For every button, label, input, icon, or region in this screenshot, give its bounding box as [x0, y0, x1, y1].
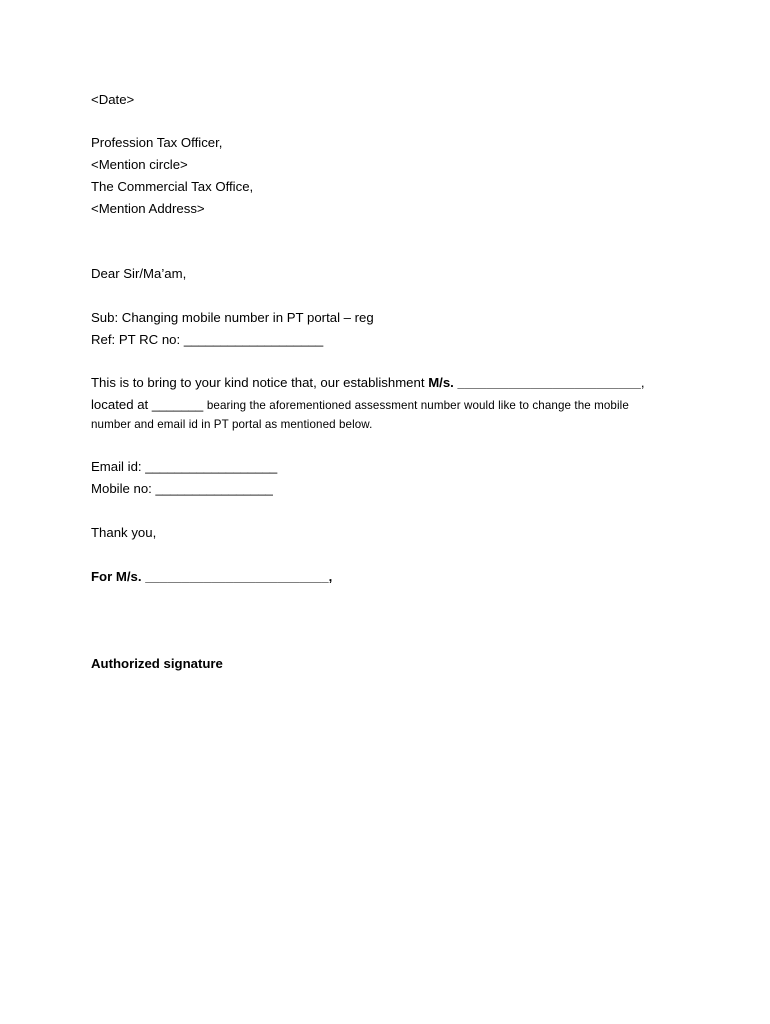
body-location: located at _______ [91, 397, 207, 412]
salutation: Dear Sir/Ma’am, [91, 266, 187, 281]
body-comma: , [640, 375, 645, 390]
closing: Thank you, [91, 525, 157, 540]
subject-line: Sub: Changing mobile number in PT portal – reg [91, 310, 374, 325]
authorized-signature: Authorized signature [91, 656, 223, 671]
date-placeholder: <Date> [91, 92, 135, 107]
mobile-field: Mobile no: ________________ [91, 481, 273, 496]
recipient-office: The Commercial Tax Office, [91, 179, 254, 194]
for-company: For M/s. _________________________, [91, 569, 333, 584]
body-request: bearing the aforementioned assessment number would like to change the mobile [206, 399, 629, 412]
body-line-3: number and email id in PT portal as mentioned below. [91, 418, 373, 431]
recipient-circle: <Mention circle> [91, 157, 188, 172]
reference-line: Ref: PT RC no: ___________________ [91, 332, 324, 347]
body-company-name: M/s. _________________________ [428, 375, 641, 390]
email-field: Email id: __________________ [91, 459, 278, 474]
body-line-1 [91, 375, 645, 391]
recipient-address: <Mention Address> [91, 201, 205, 216]
recipient-title: Profession Tax Officer, [91, 135, 223, 150]
letter-page [91, 0, 691, 1024]
body-lead: This is to bring to your kind notice that, our establishment [91, 375, 429, 390]
body-line-2 [91, 397, 629, 414]
